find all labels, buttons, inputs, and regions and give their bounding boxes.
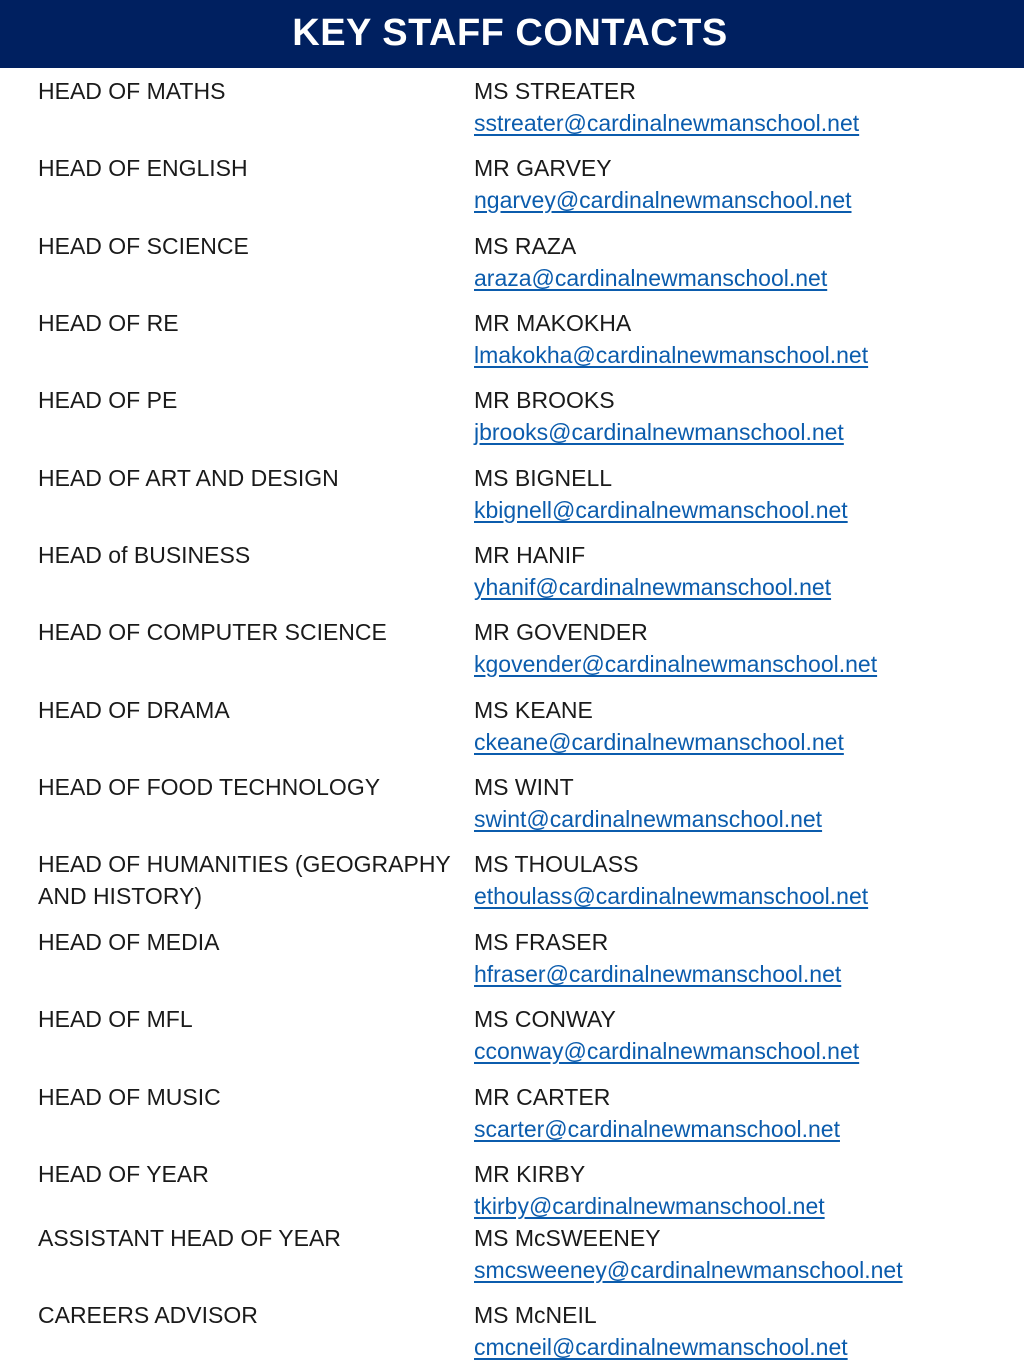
contact-name: MS CONWAY: [474, 1006, 616, 1032]
contact-email-link[interactable]: cmcneil@cardinalnewmanschool.net: [474, 1334, 848, 1360]
contact-name: MS STREATER: [474, 78, 636, 104]
contact-role: [38, 1081, 448, 1113]
contact-person: [474, 694, 1014, 758]
contact-email-link[interactable]: lmakokha@cardinalnewmanschool.net: [474, 342, 869, 368]
contact-role: [38, 1003, 448, 1035]
contact-role-line: HEAD OF FOOD TECHNOLOGY: [38, 774, 381, 800]
contact-email-link[interactable]: sstreater@cardinalnewmanschool.net: [474, 110, 860, 136]
contact-person: [474, 1222, 1014, 1286]
contact-role: [38, 539, 448, 571]
contact-name: MS FRASER: [474, 929, 609, 955]
contact-name: MS WINT: [474, 774, 574, 800]
contact-person: [474, 1003, 1014, 1067]
contact-role: [38, 75, 448, 107]
contact-role: [38, 694, 448, 726]
contact-email-link[interactable]: smcsweeney@cardinalnewmanschool.net: [474, 1257, 903, 1283]
contact-person: [474, 75, 1014, 139]
contact-person: [474, 152, 1014, 216]
contact-role-line: AND HISTORY): [38, 883, 203, 909]
contact-role: [38, 1222, 448, 1254]
contact-role-line: HEAD OF ENGLISH: [38, 155, 248, 181]
contact-email-link[interactable]: ngarvey@cardinalnewmanschool.net: [474, 187, 852, 213]
contact-role-line: HEAD OF PE: [38, 387, 178, 413]
contact-name: MR MAKOKHA: [474, 310, 632, 336]
contact-person: [474, 926, 1014, 990]
contact-role-line: CAREERS ADVISOR: [38, 1302, 258, 1328]
contact-email-link[interactable]: cconway@cardinalnewmanschool.net: [474, 1038, 860, 1064]
contact-role-line: HEAD OF COMPUTER SCIENCE: [38, 619, 387, 645]
contact-role-line: HEAD OF MEDIA: [38, 929, 220, 955]
contact-person: [474, 462, 1014, 526]
contact-name: MS BIGNELL: [474, 465, 613, 491]
contact-email-link[interactable]: kgovender@cardinalnewmanschool.net: [474, 651, 878, 677]
page-title: KEY STAFF CONTACTS: [292, 11, 728, 54]
contact-person: [474, 771, 1014, 835]
contact-role-line: HEAD OF YEAR: [38, 1161, 209, 1187]
contact-person: [474, 230, 1014, 294]
contact-name: MR GARVEY: [474, 155, 612, 181]
contact-email-link[interactable]: araza@cardinalnewmanschool.net: [474, 265, 828, 291]
contact-name: MS KEANE: [474, 697, 593, 723]
contact-role-line: HEAD OF MATHS: [38, 78, 226, 104]
contact-role-line: HEAD of BUSINESS: [38, 542, 251, 568]
contact-role-line: HEAD OF ART AND DESIGN: [38, 465, 339, 491]
contact-person: [474, 1158, 1014, 1222]
contact-role-line: HEAD OF DRAMA: [38, 697, 230, 723]
contact-person: [474, 384, 1014, 448]
contact-name: MS McNEIL: [474, 1302, 597, 1328]
contact-person: [474, 1299, 1014, 1363]
contact-role: [38, 848, 451, 912]
contact-email-link[interactable]: tkirby@cardinalnewmanschool.net: [474, 1193, 825, 1219]
contact-name: MR GOVENDER: [474, 619, 648, 645]
contact-name: MS RAZA: [474, 233, 577, 259]
contact-person: [474, 539, 1014, 603]
contact-role: [38, 152, 448, 184]
contact-email-link[interactable]: kbignell@cardinalnewmanschool.net: [474, 497, 848, 523]
contact-email-link[interactable]: swint@cardinalnewmanschool.net: [474, 806, 823, 832]
contact-role-line: HEAD OF SCIENCE: [38, 233, 249, 259]
contact-person: [474, 1081, 1014, 1145]
contact-role: [38, 926, 448, 958]
contact-name: MS THOULASS: [474, 851, 639, 877]
contact-role: [38, 771, 448, 803]
contact-email-link[interactable]: ckeane@cardinalnewmanschool.net: [474, 729, 844, 755]
contact-role-line: HEAD OF MFL: [38, 1006, 193, 1032]
contact-email-link[interactable]: scarter@cardinalnewmanschool.net: [474, 1116, 840, 1142]
contact-person: [474, 848, 1014, 912]
contact-name: MS McSWEENEY: [474, 1225, 661, 1251]
contact-person: [474, 616, 1014, 680]
contact-email-link[interactable]: hfraser@cardinalnewmanschool.net: [474, 961, 842, 987]
contact-email-link[interactable]: jbrooks@cardinalnewmanschool.net: [474, 419, 844, 445]
contact-role-line: HEAD OF MUSIC: [38, 1084, 221, 1110]
contact-name: MR KIRBY: [474, 1161, 586, 1187]
contact-role: [38, 230, 448, 262]
contact-email-link[interactable]: yhanif@cardinalnewmanschool.net: [474, 574, 832, 600]
contact-name: MR BROOKS: [474, 387, 615, 413]
contact-role: [38, 1158, 448, 1190]
contact-role: [38, 384, 448, 416]
contact-email-link[interactable]: ethoulass@cardinalnewmanschool.net: [474, 883, 869, 909]
contact-role-line: HEAD OF HUMANITIES (GEOGRAPHY: [38, 851, 451, 877]
contact-role-line: HEAD OF RE: [38, 310, 179, 336]
contact-role-line: ASSISTANT HEAD OF YEAR: [38, 1225, 341, 1251]
contact-role: [38, 462, 448, 494]
contact-role: [38, 1299, 448, 1331]
contact-name: MR CARTER: [474, 1084, 611, 1110]
contact-role: [38, 616, 448, 648]
contact-person: [474, 307, 1014, 371]
contact-role: [38, 307, 448, 339]
contact-name: MR HANIF: [474, 542, 586, 568]
